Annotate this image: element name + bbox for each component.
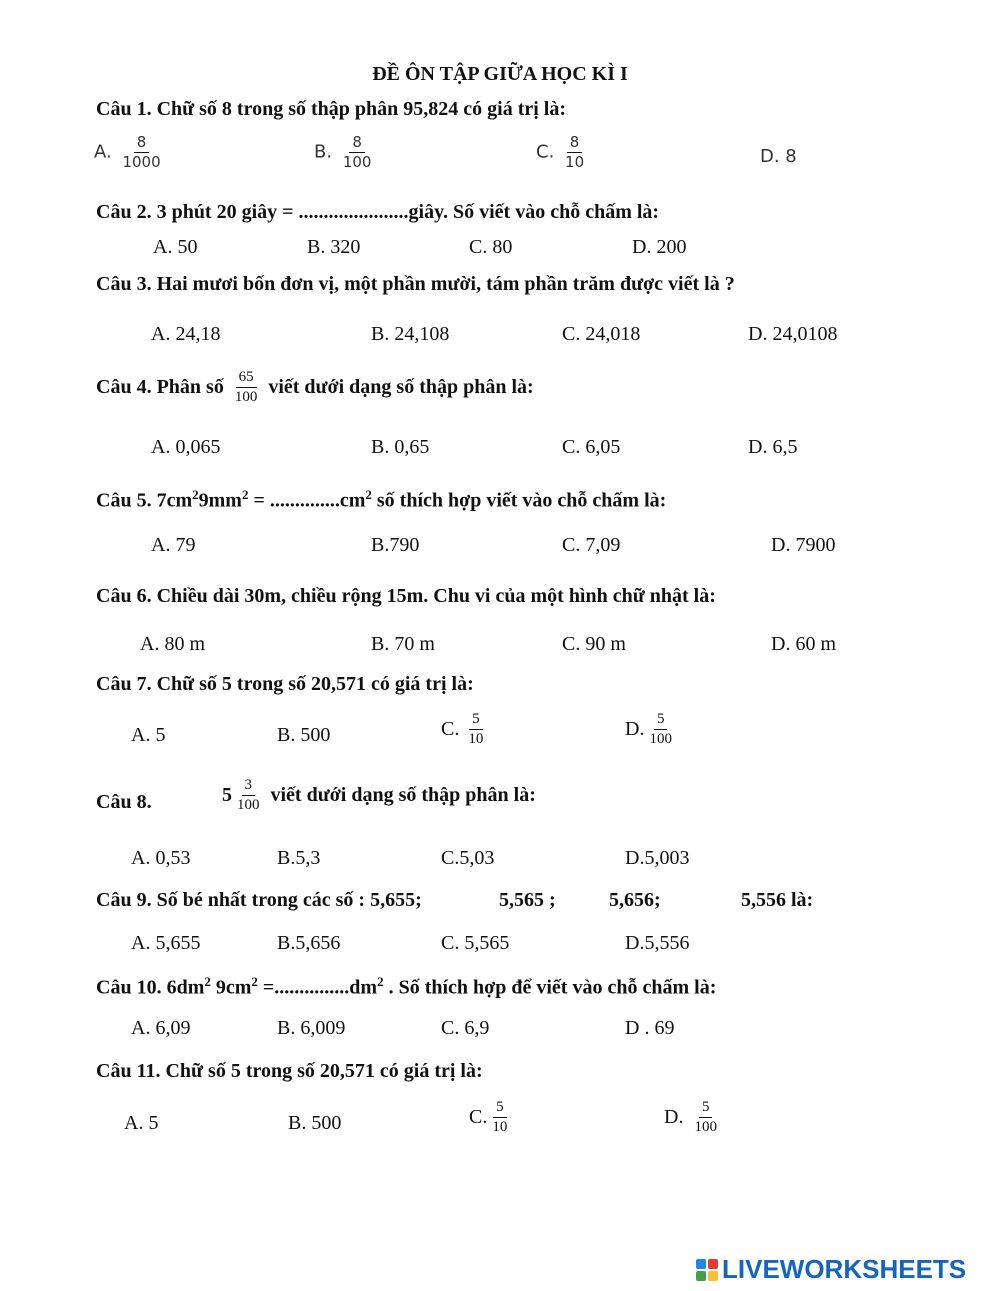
fraction-numerator: 65 (236, 370, 257, 388)
q1-option-a (94, 135, 166, 170)
q8-option-a: A. 0,53 (131, 847, 191, 869)
fraction-denominator: 100 (649, 731, 672, 747)
superscript: 2 (192, 487, 199, 502)
q4-text-after: viết dưới dạng số thập phân là: (268, 376, 534, 398)
q5-part-3: = ..............cm (248, 489, 366, 512)
fraction-denominator: 100 (342, 153, 372, 171)
liveworksheets-logo (696, 1254, 966, 1285)
q5-part-1: Câu 5. 7cm (96, 489, 193, 512)
q11-option-c (469, 1100, 512, 1135)
q5-option-d: D. 7900 (771, 534, 836, 556)
fraction-numerator: 8 (567, 135, 583, 153)
fraction-denominator: 100 (234, 389, 258, 405)
q5-part-4: số thích hợp viết vào chỗ chấm là: (371, 489, 667, 512)
q10-option-a: A. 6,09 (131, 1017, 191, 1039)
question-9: Câu 9. Số bé nhất trong các số : 5,655; (96, 889, 422, 911)
q5-option-b: B.790 (371, 534, 420, 556)
q4-text-before: Câu 4. Phân số (96, 376, 224, 398)
superscript: 2 (241, 487, 249, 502)
q11-option-d-fraction (691, 1100, 720, 1135)
q11-option-c-fraction (489, 1100, 510, 1135)
question-10 (96, 974, 716, 1000)
q4-option-c: C. 6,05 (562, 436, 621, 458)
q3-option-a: A. 24,18 (151, 323, 221, 345)
q9-option-d: D.5,556 (625, 932, 690, 954)
q5-option-c: C. 7,09 (562, 534, 621, 556)
q8-text-after: viết dưới dạng số thập phân là: (270, 784, 536, 806)
q7-option-d-fraction (646, 712, 675, 747)
q1-option-c-fraction (562, 135, 587, 170)
logo-square (696, 1259, 706, 1269)
q10-part-3: =...............dm (257, 976, 378, 999)
q1-option-b (314, 135, 376, 170)
q1-option-b-label: B. (314, 141, 333, 163)
fraction-numerator: 5 (699, 1100, 713, 1118)
logo-text: LIVEWORKSHEETS (722, 1254, 967, 1284)
fraction-denominator: 100 (694, 1119, 717, 1135)
question-1: Câu 1. Chữ số 8 trong số thập phân 95,824 có giá trị là: (96, 98, 567, 120)
q7-option-d-label: D. (625, 718, 645, 740)
logo-square (696, 1271, 706, 1281)
q10-option-d: D . 69 (625, 1017, 675, 1039)
q1-option-c-label: C. (536, 141, 555, 163)
q4-fraction (232, 370, 261, 405)
q8-whole-number: 5 (222, 784, 232, 806)
fraction-denominator: 1000 (122, 153, 161, 171)
q2-option-a: A. 50 (153, 236, 198, 258)
q2-option-b: B. 320 (307, 236, 361, 258)
q5-part-2: 9mm (198, 489, 242, 512)
q7-option-c-fraction (465, 712, 486, 747)
q8-option-d: D.5,003 (625, 847, 690, 869)
q11-option-c-label: C. (469, 1106, 488, 1128)
superscript: 2 (204, 974, 211, 989)
q7-option-c (441, 712, 488, 747)
superscript: 2 (365, 487, 372, 502)
q9-number-4: 5,556 là: (741, 889, 814, 911)
q1-option-a-fraction (119, 135, 163, 170)
q6-option-a: A. 80 m (140, 633, 205, 655)
question-7: Câu 7. Chữ số 5 trong số 20,571 có giá trị là: (96, 673, 474, 695)
q10-part-1: Câu 10. 6dm (96, 976, 205, 999)
question-2: Câu 2. 3 phút 20 giây = ......................giây. Số viết vào chỗ chấm là: (96, 201, 660, 223)
q11-option-d-label: D. (664, 1106, 684, 1128)
q3-option-b: B. 24,108 (371, 323, 450, 345)
fraction-denominator: 10 (468, 731, 484, 747)
q11-option-b: B. 500 (288, 1112, 342, 1134)
q10-part-4: . Số thích hợp để viết vào chỗ chấm là: (383, 976, 717, 999)
q8-option-b: B.5,3 (277, 847, 321, 869)
q4-option-a: A. 0,065 (151, 436, 221, 458)
q7-option-c-label: C. (441, 718, 460, 740)
question-8 (222, 778, 536, 813)
q3-option-c: C. 24,018 (562, 323, 641, 345)
q8-option-c: C.5,03 (441, 847, 495, 869)
q7-option-a: A. 5 (131, 724, 166, 746)
q9-number-3: 5,656; (609, 889, 661, 911)
fraction-numerator: 8 (349, 135, 365, 153)
q3-option-d: D. 24,0108 (748, 323, 838, 345)
logo-icon (696, 1259, 718, 1281)
q9-option-c: C. 5,565 (441, 932, 510, 954)
question-11: Câu 11. Chữ số 5 trong số 20,571 có giá trị là: (96, 1060, 483, 1082)
fraction-numerator: 5 (493, 1100, 507, 1118)
question-6: Câu 6. Chiều dài 30m, chiều rộng 15m. Chu vi của một hình chữ nhật là: (96, 585, 716, 607)
q6-option-d: D. 60 m (771, 633, 836, 655)
q10-option-c: C. 6,9 (441, 1017, 490, 1039)
fraction-denominator: 10 (565, 153, 585, 171)
q9-number-2: 5,565 ; (499, 889, 556, 911)
q8-fraction (234, 778, 263, 813)
question-5 (96, 487, 666, 513)
q9-option-b: B.5,656 (277, 932, 341, 954)
q6-option-c: C. 90 m (562, 633, 626, 655)
q1-option-b-fraction (340, 135, 375, 170)
superscript: 2 (377, 974, 384, 989)
fraction-numerator: 5 (469, 712, 483, 730)
page-title: ĐỀ ÔN TẬP GIỮA HỌC KÌ I (372, 63, 628, 85)
q4-option-d: D. 6,5 (748, 436, 798, 458)
q4-option-b: B. 0,65 (371, 436, 430, 458)
fraction-numerator: 8 (134, 135, 150, 153)
logo-square (708, 1259, 718, 1269)
question-8-label: Câu 8. (96, 791, 152, 813)
question-4 (96, 370, 534, 405)
q7-option-b: B. 500 (277, 724, 331, 746)
q9-option-a: A. 5,655 (131, 932, 201, 954)
q5-option-a: A. 79 (151, 534, 196, 556)
q2-option-d: D. 200 (632, 236, 687, 258)
q7-option-d (625, 712, 677, 747)
q1-option-c (536, 135, 589, 170)
fraction-denominator: 100 (237, 797, 260, 813)
fraction-denominator: 10 (492, 1119, 508, 1135)
logo-square (708, 1271, 718, 1281)
q2-option-c: C. 80 (469, 236, 513, 258)
q11-option-a: A. 5 (124, 1112, 159, 1134)
q1-option-d: D. 8 (760, 146, 797, 167)
superscript: 2 (251, 974, 258, 989)
fraction-numerator: 3 (242, 778, 256, 796)
question-3: Câu 3. Hai mươi bốn đơn vị, một phần mười, tám phần trăm được viết là ? (96, 273, 735, 295)
q10-part-2: 9cm (210, 976, 252, 999)
q10-option-b: B. 6,009 (277, 1017, 346, 1039)
q11-option-d (664, 1100, 722, 1135)
q6-option-b: B. 70 m (371, 633, 435, 655)
fraction-numerator: 5 (654, 712, 668, 730)
q1-option-a-label: A. (94, 141, 112, 163)
